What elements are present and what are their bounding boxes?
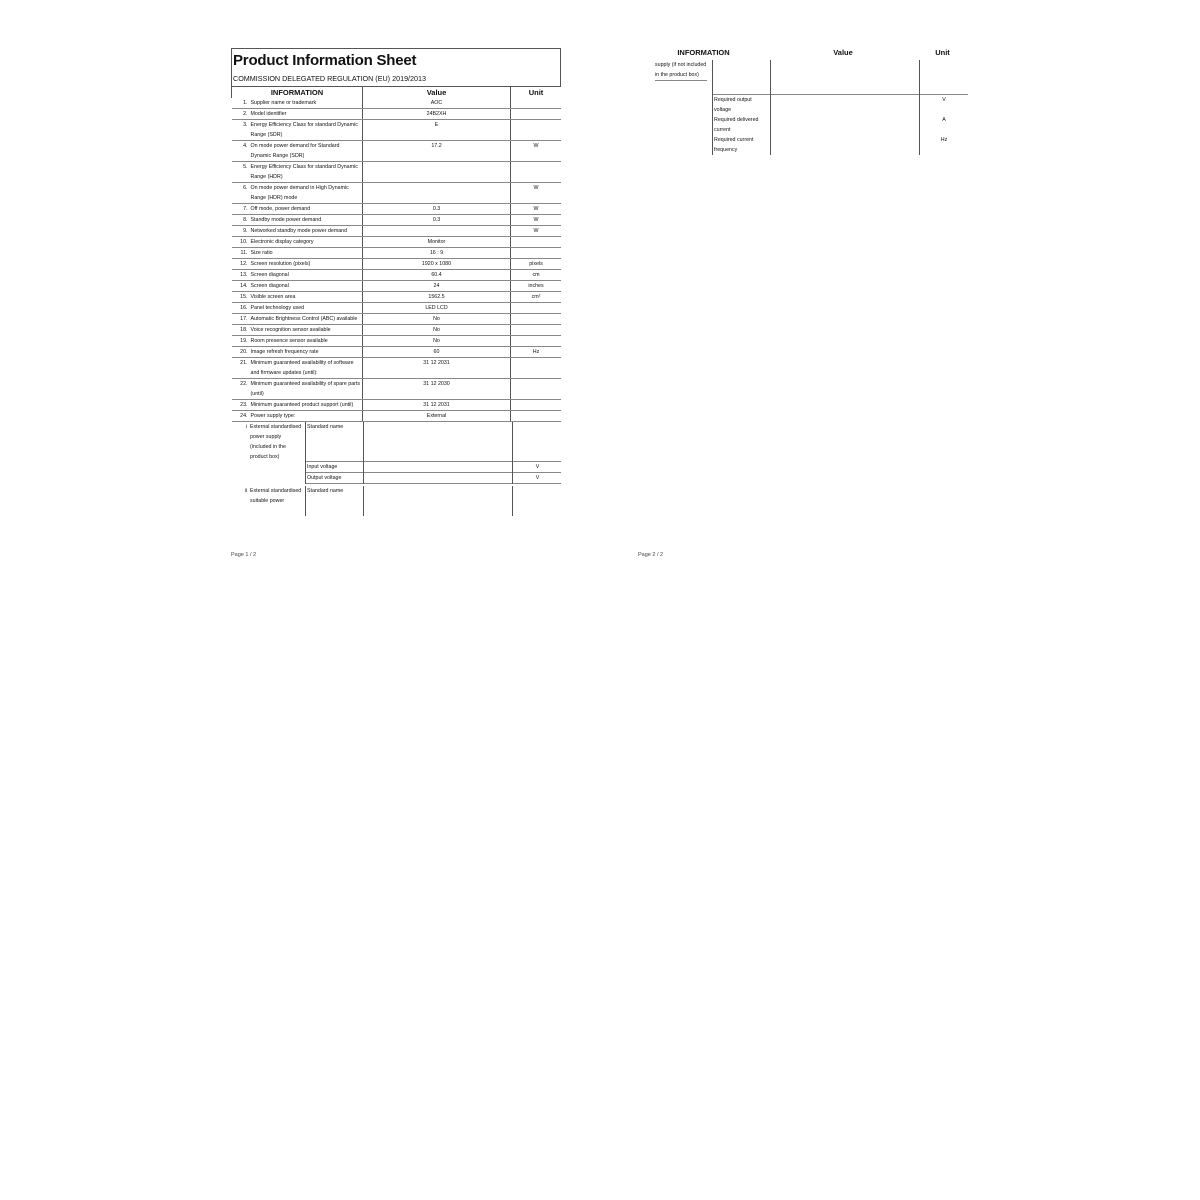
page-two-header-unit: Unit (935, 48, 950, 57)
regulation-subtitle: COMMISSION DELEGATED REGULATION (EU) 2019/2013 (233, 74, 427, 83)
row-unit: W (511, 204, 562, 215)
row-label: On mode power demand in High Dynamic Range (HDR) mode (250, 185, 349, 201)
requirement-unit: V (942, 97, 946, 103)
power-supply-ii-fields (305, 486, 363, 516)
input-voltage-cell (306, 462, 363, 473)
row-label-cell (232, 204, 363, 215)
standard-name-ii-label: Standard name (307, 488, 344, 494)
row-label-cell (232, 336, 363, 347)
row-unit (511, 325, 562, 336)
row-unit (511, 358, 562, 379)
row-unit (511, 336, 562, 347)
row-number: 1. (243, 100, 248, 106)
row-label: Energy Efficiency Class for standard Dynamic Range (SDR) (250, 122, 358, 138)
page-two (638, 48, 968, 155)
row-value: 0.3 (363, 215, 511, 226)
row-label-cell (232, 109, 363, 120)
table-row (232, 183, 562, 204)
header-unit: Unit (511, 87, 562, 99)
row-value: 0.3 (363, 204, 511, 215)
row-label-cell (232, 237, 363, 248)
continued-label-column (638, 60, 712, 155)
table-row (232, 281, 562, 292)
row-number: 14. (240, 283, 248, 289)
requirement-label: Required delivered current (714, 117, 759, 133)
row-number: 23. (240, 402, 248, 408)
table-row (232, 379, 562, 400)
row-value (363, 226, 511, 237)
row-number: 16. (240, 305, 248, 311)
row-number: 15. (240, 294, 248, 300)
page-two-body (638, 60, 968, 155)
page-two-footer: Page 2 / 2 (638, 552, 664, 558)
row-label: Model identifier (250, 111, 287, 117)
row-label: Standby mode power demand (250, 217, 322, 223)
row-number: 24. (240, 413, 248, 419)
row-label: Networked standby mode power demand (250, 228, 348, 234)
row-number: 3. (243, 122, 248, 128)
row-number: 21. (240, 360, 248, 366)
row-label-cell (232, 325, 363, 336)
row-unit (511, 400, 562, 411)
table-row (232, 248, 562, 259)
power-supply-i-values (363, 422, 513, 484)
row-value: No (363, 314, 511, 325)
row-number: 9. (243, 228, 248, 234)
row-value: E (363, 120, 511, 141)
table-row (232, 162, 562, 183)
power-supply-i-label (231, 422, 305, 484)
row-label: Voice recognition sensor available (250, 327, 331, 333)
row-label-cell (232, 248, 363, 259)
table-header-row (232, 87, 562, 99)
power-supply-ii-text: External standardised suitable power (250, 488, 302, 504)
row-value: 16 : 9 (363, 248, 511, 259)
row-value: 31 12 2031 (363, 358, 511, 379)
row-value: 60.4 (363, 270, 511, 281)
row-unit: W (511, 215, 562, 226)
standard-name-label: Standard name (307, 424, 344, 430)
row-number: 10. (240, 239, 248, 245)
row-label-cell (232, 379, 363, 400)
row-number: 17. (240, 316, 248, 322)
row-label: Automatic Brightness Control (ABC) available (250, 316, 358, 322)
page-two-header-information: INFORMATION (677, 48, 730, 57)
power-supply-i-fields (305, 422, 363, 484)
row-number: 12. (240, 261, 248, 267)
page-two-header-row (638, 48, 968, 60)
row-label: Energy Efficiency Class for standard Dynamic Range (HDR) (250, 164, 358, 180)
row-label-cell (232, 120, 363, 141)
row-number: 5. (243, 164, 248, 170)
page-one-footer: Page 1 / 2 (231, 552, 257, 558)
row-unit (511, 314, 562, 325)
row-label-cell (232, 98, 363, 109)
row-label: Screen diagonal (250, 283, 289, 289)
row-label-cell (232, 358, 363, 379)
row-value: No (363, 325, 511, 336)
row-unit: pixels (511, 259, 562, 270)
row-number: 6. (243, 185, 248, 191)
row-label-cell (232, 314, 363, 325)
row-label-cell (232, 259, 363, 270)
table-row (232, 259, 562, 270)
table-row (232, 325, 562, 336)
header-information: INFORMATION (232, 87, 363, 99)
row-unit (511, 303, 562, 314)
row-number: 13. (240, 272, 248, 278)
table-row (232, 109, 562, 120)
table-row (232, 358, 562, 379)
row-value: 24B2XH (363, 109, 511, 120)
row-label-cell (232, 292, 363, 303)
table-row (232, 215, 562, 226)
table-row (232, 347, 562, 358)
row-value (363, 162, 511, 183)
row-unit: W (511, 141, 562, 162)
row-unit (511, 98, 562, 109)
row-label: Image refresh frequency rate (250, 349, 319, 355)
document-title: Product Information Sheet (233, 52, 417, 69)
row-value: LED LCD (363, 303, 511, 314)
power-supply-i-block (231, 422, 561, 484)
row-label-cell (232, 400, 363, 411)
requirement-label: Required output voltage (714, 97, 752, 113)
row-label-cell (232, 347, 363, 358)
power-supply-i-marker: i (245, 424, 247, 430)
row-value: 1562.5 (363, 292, 511, 303)
output-voltage-label: Output voltage (307, 475, 342, 481)
output-voltage-unit: V (513, 473, 561, 484)
continued-label: supply (if not included in the product box) (655, 60, 707, 81)
table-row (232, 292, 562, 303)
table-row (232, 411, 562, 422)
row-unit: inches (511, 281, 562, 292)
row-unit (511, 411, 562, 422)
row-label-cell (232, 215, 363, 226)
row-label: Off mode, power demand (250, 206, 311, 212)
table-row (232, 141, 562, 162)
row-value (363, 183, 511, 204)
requirement-unit: A (942, 117, 946, 123)
row-unit: W (511, 183, 562, 204)
row-value: 31 12 2030 (363, 379, 511, 400)
power-supply-ii-block (231, 486, 561, 516)
row-label: Panel technology used (250, 305, 305, 311)
row-value: Monitor (363, 237, 511, 248)
requirement-value-column (770, 60, 920, 155)
row-label-cell (232, 141, 363, 162)
row-label: Supplier name or trademark (250, 100, 317, 106)
header-value: Value (363, 87, 511, 99)
row-unit (511, 120, 562, 141)
row-unit: Hz (511, 347, 562, 358)
table-row (232, 226, 562, 237)
requirement-label: Required current frequency (714, 137, 754, 153)
table-row (232, 314, 562, 325)
requirement-unit-column (920, 60, 968, 155)
standard-name-cell (306, 422, 363, 462)
input-voltage-label: Input voltage (307, 464, 338, 470)
table-row (232, 400, 562, 411)
row-label-cell (232, 162, 363, 183)
row-number: 18. (240, 327, 248, 333)
row-unit (511, 162, 562, 183)
row-value: 60 (363, 347, 511, 358)
row-value: 24 (363, 281, 511, 292)
row-label: Minimum guaranteed availability of spare parts (until) (250, 381, 361, 397)
row-unit (511, 109, 562, 120)
row-number: 8. (243, 217, 248, 223)
requirement-label-column (712, 60, 770, 155)
row-label: Screen resolution (pixels) (250, 261, 311, 267)
row-unit: cm² (511, 292, 562, 303)
row-number: 11. (240, 250, 248, 256)
power-supply-i-units (513, 422, 561, 484)
output-voltage-cell (306, 473, 363, 484)
page-two-header-value: Value (833, 48, 853, 57)
row-unit: cm (511, 270, 562, 281)
row-label-cell (232, 281, 363, 292)
row-number: 20. (240, 349, 248, 355)
table-row (232, 270, 562, 281)
row-number: 2. (243, 111, 248, 117)
row-value: AOC (363, 98, 511, 109)
row-value: 1920 x 1080 (363, 259, 511, 270)
title-box (231, 48, 561, 86)
power-supply-ii-label (231, 486, 305, 516)
row-number: 4. (243, 143, 248, 149)
power-supply-i-text: External standardised power supply (included in the product box) (250, 424, 302, 460)
input-voltage-unit: V (513, 462, 561, 473)
page-one (231, 48, 561, 516)
row-label: Size ratio (250, 250, 273, 256)
row-value: 17.2 (363, 141, 511, 162)
row-label-cell (232, 270, 363, 281)
product-info-table (231, 86, 561, 422)
row-label: On mode power demand for Standard Dynamic Range (SDR) (250, 143, 340, 159)
table-row (232, 336, 562, 347)
table-row (232, 303, 562, 314)
row-label-cell (232, 183, 363, 204)
row-label: Minimum guaranteed product support (until) (250, 402, 354, 408)
requirement-unit: Hz (940, 137, 948, 143)
row-label: Screen diagonal (250, 272, 289, 278)
table-row (232, 237, 562, 248)
table-body (232, 98, 562, 422)
row-unit: W (511, 226, 562, 237)
row-number: 19. (240, 338, 248, 344)
row-value: External (363, 411, 511, 422)
row-label: Electronic display category (250, 239, 314, 245)
row-unit (511, 379, 562, 400)
row-unit (511, 237, 562, 248)
row-label-cell (232, 226, 363, 237)
row-unit (511, 248, 562, 259)
table-row (232, 204, 562, 215)
row-label: Minimum guaranteed availability of software and firmware updates (until): (250, 360, 354, 376)
table-row (232, 120, 562, 141)
row-label: Room presence sensor available (250, 338, 328, 344)
row-value: 31 12 2031 (363, 400, 511, 411)
row-label-cell (232, 303, 363, 314)
row-label: Visible screen area (250, 294, 296, 300)
row-number: 22. (240, 381, 248, 387)
row-value: No (363, 336, 511, 347)
table-row (232, 98, 562, 109)
row-label: Power supply type: (250, 413, 296, 419)
power-supply-ii-marker: ii (244, 488, 247, 494)
row-number: 7. (243, 206, 248, 212)
row-label-cell (232, 411, 363, 422)
